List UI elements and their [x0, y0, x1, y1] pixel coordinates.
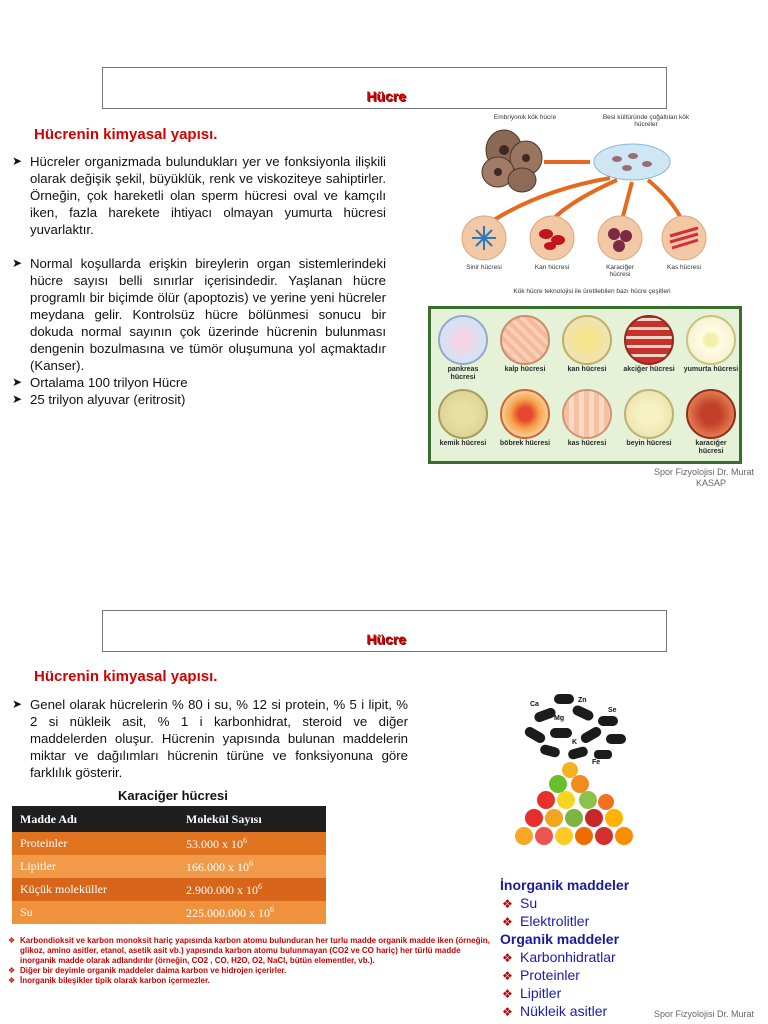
- slide-subtitle: Hücrenin kimyasal yapısı.: [34, 126, 218, 143]
- svg-text:Fe: Fe: [592, 759, 601, 766]
- brain-cell-icon: [624, 389, 674, 439]
- bullet-item: ➤ 25 trilyon alyuvar (eritrosit): [12, 392, 186, 407]
- note-item: ❖ Karbondioksit ve karbon monoksit hariç yapısında karbon atomu bulunduran her turlu madde organik madde iken (örneğin, glikoz, amino asitler, etanol, asetik asit vb.) yapısında karbon atomu bulunmayan (CO2 ve CO hariç) her türlü madde inorganik madde olarak adlandırılır (örneğin, CO2 , CO, H2O, O2, NaCl, bütün elementler, vb.).: [8, 936, 490, 965]
- diamond-bullet-icon: ❖: [8, 976, 16, 985]
- embryonic-cells-icon: [482, 130, 542, 192]
- molecule-table: [12, 806, 326, 924]
- diamond-bullet-icon: ❖: [8, 966, 16, 975]
- bullet-item: ➤ Genel olarak hücrelerin % 80 i su, % 12 si protein, % 5 i lipit, % 2 si nükleik asit, % 1 i karbonhidrat, steroid ve diğer maddelerden oluşur. Hücrenin yapısında bulunan maddelerin miktar ve dağılımları hücrenin türüne ve fonksiyonuna göre farklılık gösterir.: [12, 697, 408, 780]
- category-item: ❖ Karbonhidratlar: [502, 949, 616, 965]
- kidney-cell-icon: [500, 389, 550, 439]
- diamond-bullet-icon: ❖: [502, 951, 513, 965]
- table-row: [12, 878, 326, 901]
- table-cell: 225.000.000 x $10^6$: [178, 901, 326, 924]
- liver-cell-icon: [686, 389, 736, 439]
- credit: Spor Fizyolojisi Dr. Murat KASAP: [653, 467, 754, 488]
- table-cell: 166.000 x $10^6$: [178, 855, 326, 878]
- stem-cell-figure: [452, 110, 712, 300]
- label-cell: Kas hücresi: [667, 264, 701, 271]
- fruit-icons: [515, 762, 633, 845]
- pancreas-cell-icon: [438, 315, 488, 365]
- liver-cell-icon: [598, 216, 642, 260]
- title-box: [102, 67, 667, 109]
- diamond-bullet-icon: ❖: [502, 897, 513, 911]
- note-item: ❖ İnorganik bileşikler tipik olarak karbon içermezler.: [8, 976, 210, 985]
- table-header-row: [12, 806, 326, 832]
- table-cell: Lipitler: [12, 855, 178, 878]
- table-cell: Proteinler: [12, 832, 178, 855]
- stem-cell-illustration: [452, 110, 712, 300]
- credit: Spor Fizyolojisi Dr. Murat: [653, 1009, 754, 1019]
- slide-title: Hücre: [366, 88, 406, 104]
- pill-fruit-pyramid-illustration: [510, 690, 640, 860]
- note-item: ❖ Diğer bir deyimle organik maddeler daima karbon ve hidrojen içerirler.: [8, 966, 287, 975]
- label-embryo: Embriyonik kök hücre: [493, 114, 557, 121]
- label-culture: Besi kültüründe çoğaltılan kök hücreler: [602, 114, 690, 128]
- arrow-right-icon: ➤: [12, 697, 23, 711]
- label-cell: Karaciğer hücresi: [606, 264, 634, 278]
- category-item: ❖ Lipitler: [502, 985, 562, 1001]
- svg-text:Se: Se: [608, 707, 617, 714]
- arrow-right-icon: ➤: [12, 256, 23, 270]
- bullet-item: ➤ Normal koşullarda erişkin bireylerin organ sistemlerindeki hücre sayısı belli sınırlar içerisindedir. Yaşlanan hücre programlı bir biçimde ölür (apoptozis) ve yerine yeni hücreler meydana gelir. Kontrolsüz hücre bölünmesi sonucu bir dokuda normal sayının çok üzerinde hücrenin bulunması dengenin bozulmasına ve tümör oluşumuna yol açmaktadır (Kanser).: [12, 256, 386, 373]
- svg-text:Mg: Mg: [554, 715, 565, 722]
- category-item: ❖ Su: [502, 895, 538, 911]
- cell-item: kan hücresi: [559, 315, 615, 374]
- diamond-bullet-icon: ❖: [502, 1005, 513, 1019]
- bullet-list: [10, 153, 386, 408]
- diamond-bullet-icon: ❖: [502, 915, 513, 929]
- figure-caption: Kök hücre teknolojisi ile üretilebilen bazı hücre çeşitleri: [513, 288, 671, 295]
- arrow-right-icon: ➤: [12, 154, 23, 168]
- category-heading: İnorganik maddeler: [500, 877, 630, 893]
- culture-dish-icon: [594, 144, 670, 180]
- table-row: [12, 855, 326, 878]
- column-header: Madde Adı: [12, 806, 178, 832]
- category-item: ❖ Proteinler: [502, 967, 580, 983]
- blood-cell-icon: [562, 315, 612, 365]
- cell-item: yumurta hücresi: [683, 315, 739, 374]
- cell-item: kalp hücresi: [497, 315, 553, 374]
- bullet-list: [10, 696, 408, 781]
- table-caption: Karaciğer hücresi: [118, 788, 228, 803]
- label-cell: Kan hücresi: [534, 264, 570, 271]
- category-item: ❖ Elektrolitler: [502, 913, 590, 929]
- slide-subtitle: Hücrenin kimyasal yapısı.: [34, 668, 218, 685]
- table-cell: Su: [12, 901, 178, 924]
- cell-item: böbrek hücresi: [497, 389, 553, 448]
- bullet-item: ➤ Ortalama 100 trilyon Hücre: [12, 375, 188, 390]
- cell-item: beyin hücresi: [621, 389, 677, 448]
- arrow-right-icon: ➤: [12, 375, 23, 389]
- diamond-bullet-icon: ❖: [502, 969, 513, 983]
- cell-item: karaciğer hücresi: [683, 389, 739, 456]
- table-cell: 53.000 x $10^6$: [178, 832, 326, 855]
- label-cell: Sinir hücresi: [466, 264, 502, 271]
- cell-item: pankreas hücresi: [435, 315, 491, 382]
- substance-categories: [500, 876, 629, 1020]
- muscle-cell-icon: [562, 389, 612, 439]
- column-header: Molekül Sayısı: [178, 806, 326, 832]
- svg-text:Ca: Ca: [530, 701, 539, 708]
- slide-2: [0, 512, 768, 1024]
- bone-cell-icon: [438, 389, 488, 439]
- cell-item: kas hücresi: [559, 389, 615, 448]
- table-cell: Küçük moleküller: [12, 878, 178, 901]
- category-heading: Organik maddeler: [500, 931, 620, 947]
- arrow-right-icon: ➤: [12, 392, 23, 406]
- slide-title: Hücre: [366, 631, 406, 647]
- bullet-item: ➤ Hücreler organizmada bulundukları yer ve fonksiyonla ilişkili olarak değişik şekil, büyüklük, renk ve viskoziteye sahiptirler. Örneğin, çok hareketli olan sperm hücresi oval ve kamçılı iken, fazla harekete ihtiyacı olmayan yumurta hücresi yuvarlaktır.: [12, 154, 386, 237]
- table-row: [12, 832, 326, 855]
- cell-types-grid: [428, 306, 742, 464]
- diamond-bullet-icon: ❖: [502, 987, 513, 1001]
- cell-item: akciğer hücresi: [621, 315, 677, 374]
- svg-text:K: K: [572, 739, 578, 746]
- table-row: [12, 901, 326, 924]
- title-box: [102, 610, 667, 652]
- lung-cell-icon: [624, 315, 674, 365]
- diamond-bullet-icon: ❖: [8, 936, 16, 945]
- cell-item: kemik hücresi: [435, 389, 491, 448]
- table-cell: 2.900.000 x $10^6$: [178, 878, 326, 901]
- category-item: ❖ Nükleik asitler: [502, 1003, 608, 1019]
- nutrition-pyramid: [510, 690, 640, 860]
- notes-list: [6, 936, 496, 986]
- svg-text:Zn: Zn: [578, 697, 587, 704]
- heart-cell-icon: [500, 315, 550, 365]
- egg-cell-icon: [686, 315, 736, 365]
